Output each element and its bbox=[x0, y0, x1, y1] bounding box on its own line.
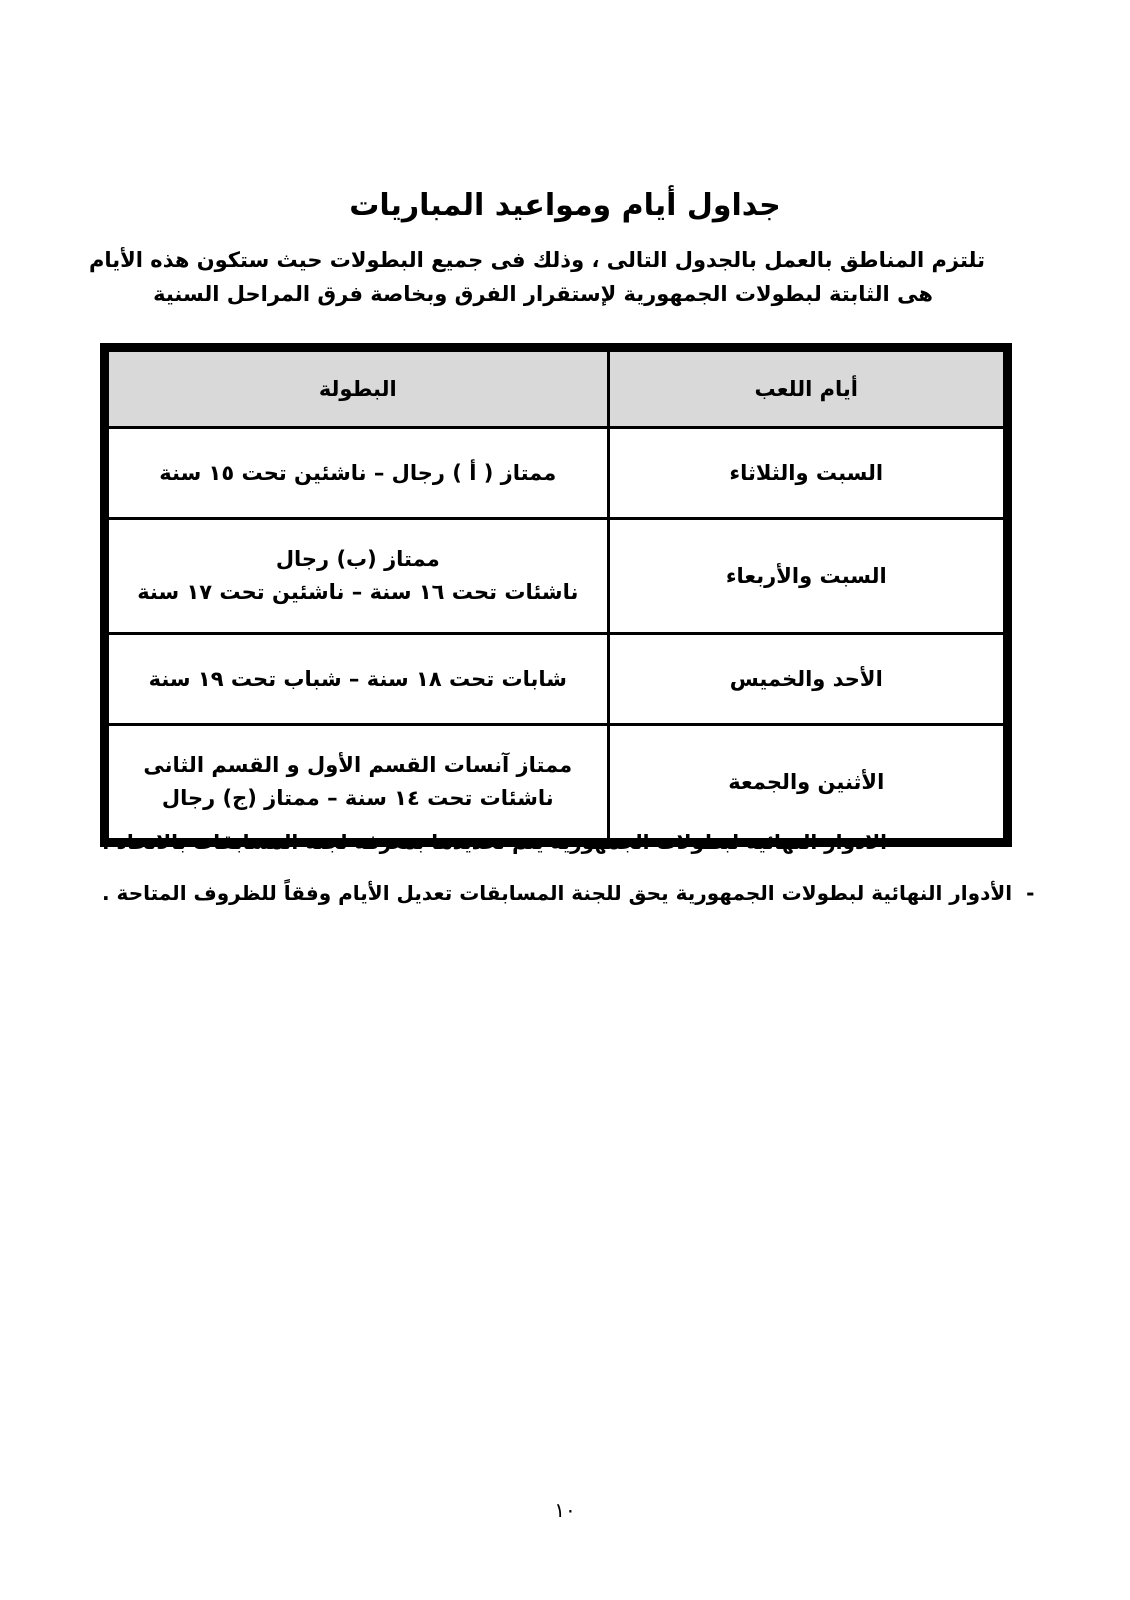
dash-bullet-icon: - bbox=[900, 830, 910, 854]
notes-list bbox=[102, 828, 1035, 930]
championship-line: ممتاز (ب) رجال bbox=[275, 547, 440, 572]
dash-bullet-icon: - bbox=[1026, 881, 1035, 905]
championship-line: شابات تحت ١٨ سنة – شباب تحت ١٩ سنة bbox=[148, 666, 567, 691]
cell-championship bbox=[108, 634, 609, 725]
page-number: ١٠ bbox=[554, 1498, 576, 1522]
schedule-table-frame bbox=[100, 343, 1012, 847]
table-header bbox=[108, 351, 1005, 428]
list-item bbox=[102, 828, 1032, 857]
column-header-championship: البطولة bbox=[108, 351, 609, 428]
championship-line: ناشئات تحت ١٦ سنة – ناشئين تحت ١٧ سنة bbox=[137, 580, 579, 604]
championship-line: ممتاز ( أ ) رجال – ناشئين تحت ١٥ سنة bbox=[159, 460, 557, 485]
cell-championship bbox=[108, 519, 609, 634]
table-row bbox=[108, 519, 1005, 634]
column-header-days: أيام اللعب bbox=[608, 351, 1004, 428]
championship-line: ناشئات تحت ١٤ سنة – ممتاز (ج) رجال bbox=[161, 786, 554, 810]
cell-championship bbox=[108, 725, 609, 840]
note-text: الأدوار النهائية لبطولات الجمهورية يحق للجنة المسابقات تعديل الأيام وفقاً للظروف المتاحة . bbox=[102, 881, 1013, 905]
cell-championship bbox=[108, 428, 609, 519]
page-title: جداول أيام ومواعيد المباريات bbox=[349, 188, 781, 224]
schedule-table bbox=[106, 349, 1006, 841]
cell-days: السبت والأربعاء bbox=[608, 519, 1004, 634]
table-row bbox=[108, 428, 1005, 519]
intro-line-2: هى الثابتة لبطولات الجمهورية لإستقرار الفرق وبخاصة فرق المراحل السنية bbox=[153, 282, 933, 307]
intro-paragraph bbox=[89, 243, 985, 311]
table-body bbox=[108, 428, 1005, 840]
table-header-row bbox=[108, 351, 1005, 428]
cell-days: السبت والثلاثاء bbox=[608, 428, 1004, 519]
cell-days: الأثنين والجمعة bbox=[608, 725, 1004, 840]
table-row bbox=[108, 634, 1005, 725]
list-item bbox=[102, 879, 1035, 908]
intro-line-1: تلتزم المناطق بالعمل بالجدول التالى ، وذلك فى جميع البطولات حيث ستكون هذه الأيام bbox=[89, 248, 985, 272]
note-text: الادوار النهائية لبطولات الجمهورية يتم تحديدها بمعرفة لجنة المسابقات بالاتحاد . bbox=[102, 830, 887, 854]
table-row bbox=[108, 725, 1005, 840]
cell-days: الأحد والخميس bbox=[608, 634, 1004, 725]
championship-line: ممتاز آنسات القسم الأول و القسم الثانى bbox=[143, 753, 573, 778]
